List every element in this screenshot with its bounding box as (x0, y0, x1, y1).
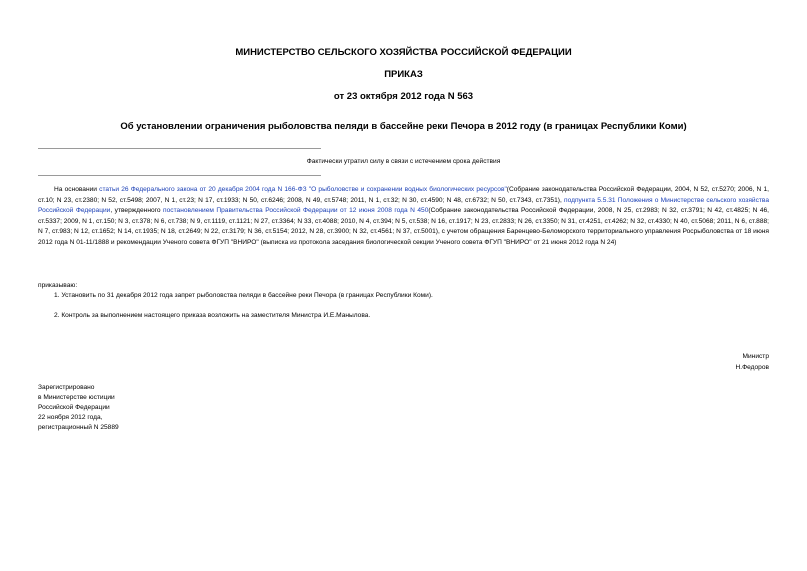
link-federal-law[interactable]: статьи 26 Федерального закона от 20 декабря 2004 года N 166-ФЗ "О рыболовстве и сохранении водных биологических ресурсов" (99, 186, 507, 193)
preamble-text-1: (Собрание законодательства Российской Федерации, 2004, N 52, ст.5270; 2006, N 1, ст.10; N 23, ст.2380; N 52, ст.5498; 2007, N 1, ст.23; N 17, ст.1933; N 50, ст.6246; 2008, N 49, ст.5748; 2011, N 1, ст.32; N 30, ст.4590; N 48, ст.6732; N 50, ст.7343, ст.7351), (38, 186, 769, 204)
registration-line: регистрационный N 25889 (38, 424, 119, 431)
preamble-intro: На основании (54, 186, 100, 193)
document-title: Об установлении ограничения рыболовства пеляди в бассейне реки Печора в 2012 году (в границах Республики Коми) (120, 121, 687, 132)
signature-name: Н.Федоров (735, 364, 769, 371)
order-item-1: 1. Установить по 31 декабря 2012 года запрет рыболовства пеляди в бассейне реки Печора (в границах Республики Коми). (54, 292, 433, 299)
registration-line: Российской Федерации (38, 404, 110, 411)
divider-top (38, 148, 321, 149)
order-item-2: 2. Контроль за выполнением настоящего приказа возложить на заместителя Министра И.Е.Манылова. (54, 312, 371, 319)
preamble-paragraph (38, 185, 769, 248)
document-type: ПРИКАЗ (384, 69, 423, 80)
ministry-heading: МИНИСТЕРСТВО СЕЛЬСКОГО ХОЗЯЙСТВА РОССИЙСКОЙ ФЕДЕРАЦИИ (235, 47, 572, 58)
status-note: Фактически утратил силу в связи с истечением срока действия (306, 158, 501, 165)
divider-bottom (38, 175, 321, 176)
link-regulation-clause[interactable]: подпункта 5.5.31 Положения о Министерстве сельского хозяйства Российской Федерации (38, 196, 769, 214)
registration-line: 22 ноября 2012 года, (38, 414, 103, 421)
date-number: от 23 октября 2012 года N 563 (333, 91, 474, 102)
preamble-text-2: , утвержденного (110, 207, 164, 214)
link-government-decree[interactable]: постановлением Правительства Российской Федерации от 12 июня 2008 года N 450 (163, 207, 429, 214)
order-word: приказываю: (38, 282, 78, 289)
preamble-text-3: (Собрание законодательства Российской Федерации, 2008, N 25, ст.2983; N 32, ст.3791; N 42, ст.4825; N 46, ст.5337; 2009, N 1, ст.150; N 3, ст.378; N 6, ст.738; N 9, ст.1119, ст.1121; N 27, ст.3364; N 33, ст.4088; 2010, N 4, ст.394; N 5, ст.538; N 16, ст.1917; N 23, ст.2833; N 26, ст.3350; N 31, ст.4251, ст.4262; N 32, ст.4330; N 40, ст.5068; 2011, N 6, ст.888; N 7, ст.983; N 12, ст.1652; N 14, ст.1935; N 18, ст.2649; N 22, ст.3179; N 36, ст.5154; 2012, N 28, ст.3900; N 32, ст.4561; N 37, ст.5001), с учетом обращения Баренцево-Беломорского территориального управления Росрыболовства от 18 июня 2012 года N 01-11/1888 и рекомендации Ученого совета ФГУП "ВНИРО" (выписка из протокола заседания биологической секции Ученого совета ФГУП "ВНИРО" от 21 июня 2012 года N 24) (38, 207, 769, 246)
registration-line: Зарегистрировано (38, 384, 95, 391)
registration-line: в Министерстве юстиции (38, 394, 115, 401)
signature-position: Министр (742, 353, 769, 360)
registration-block (38, 383, 119, 433)
